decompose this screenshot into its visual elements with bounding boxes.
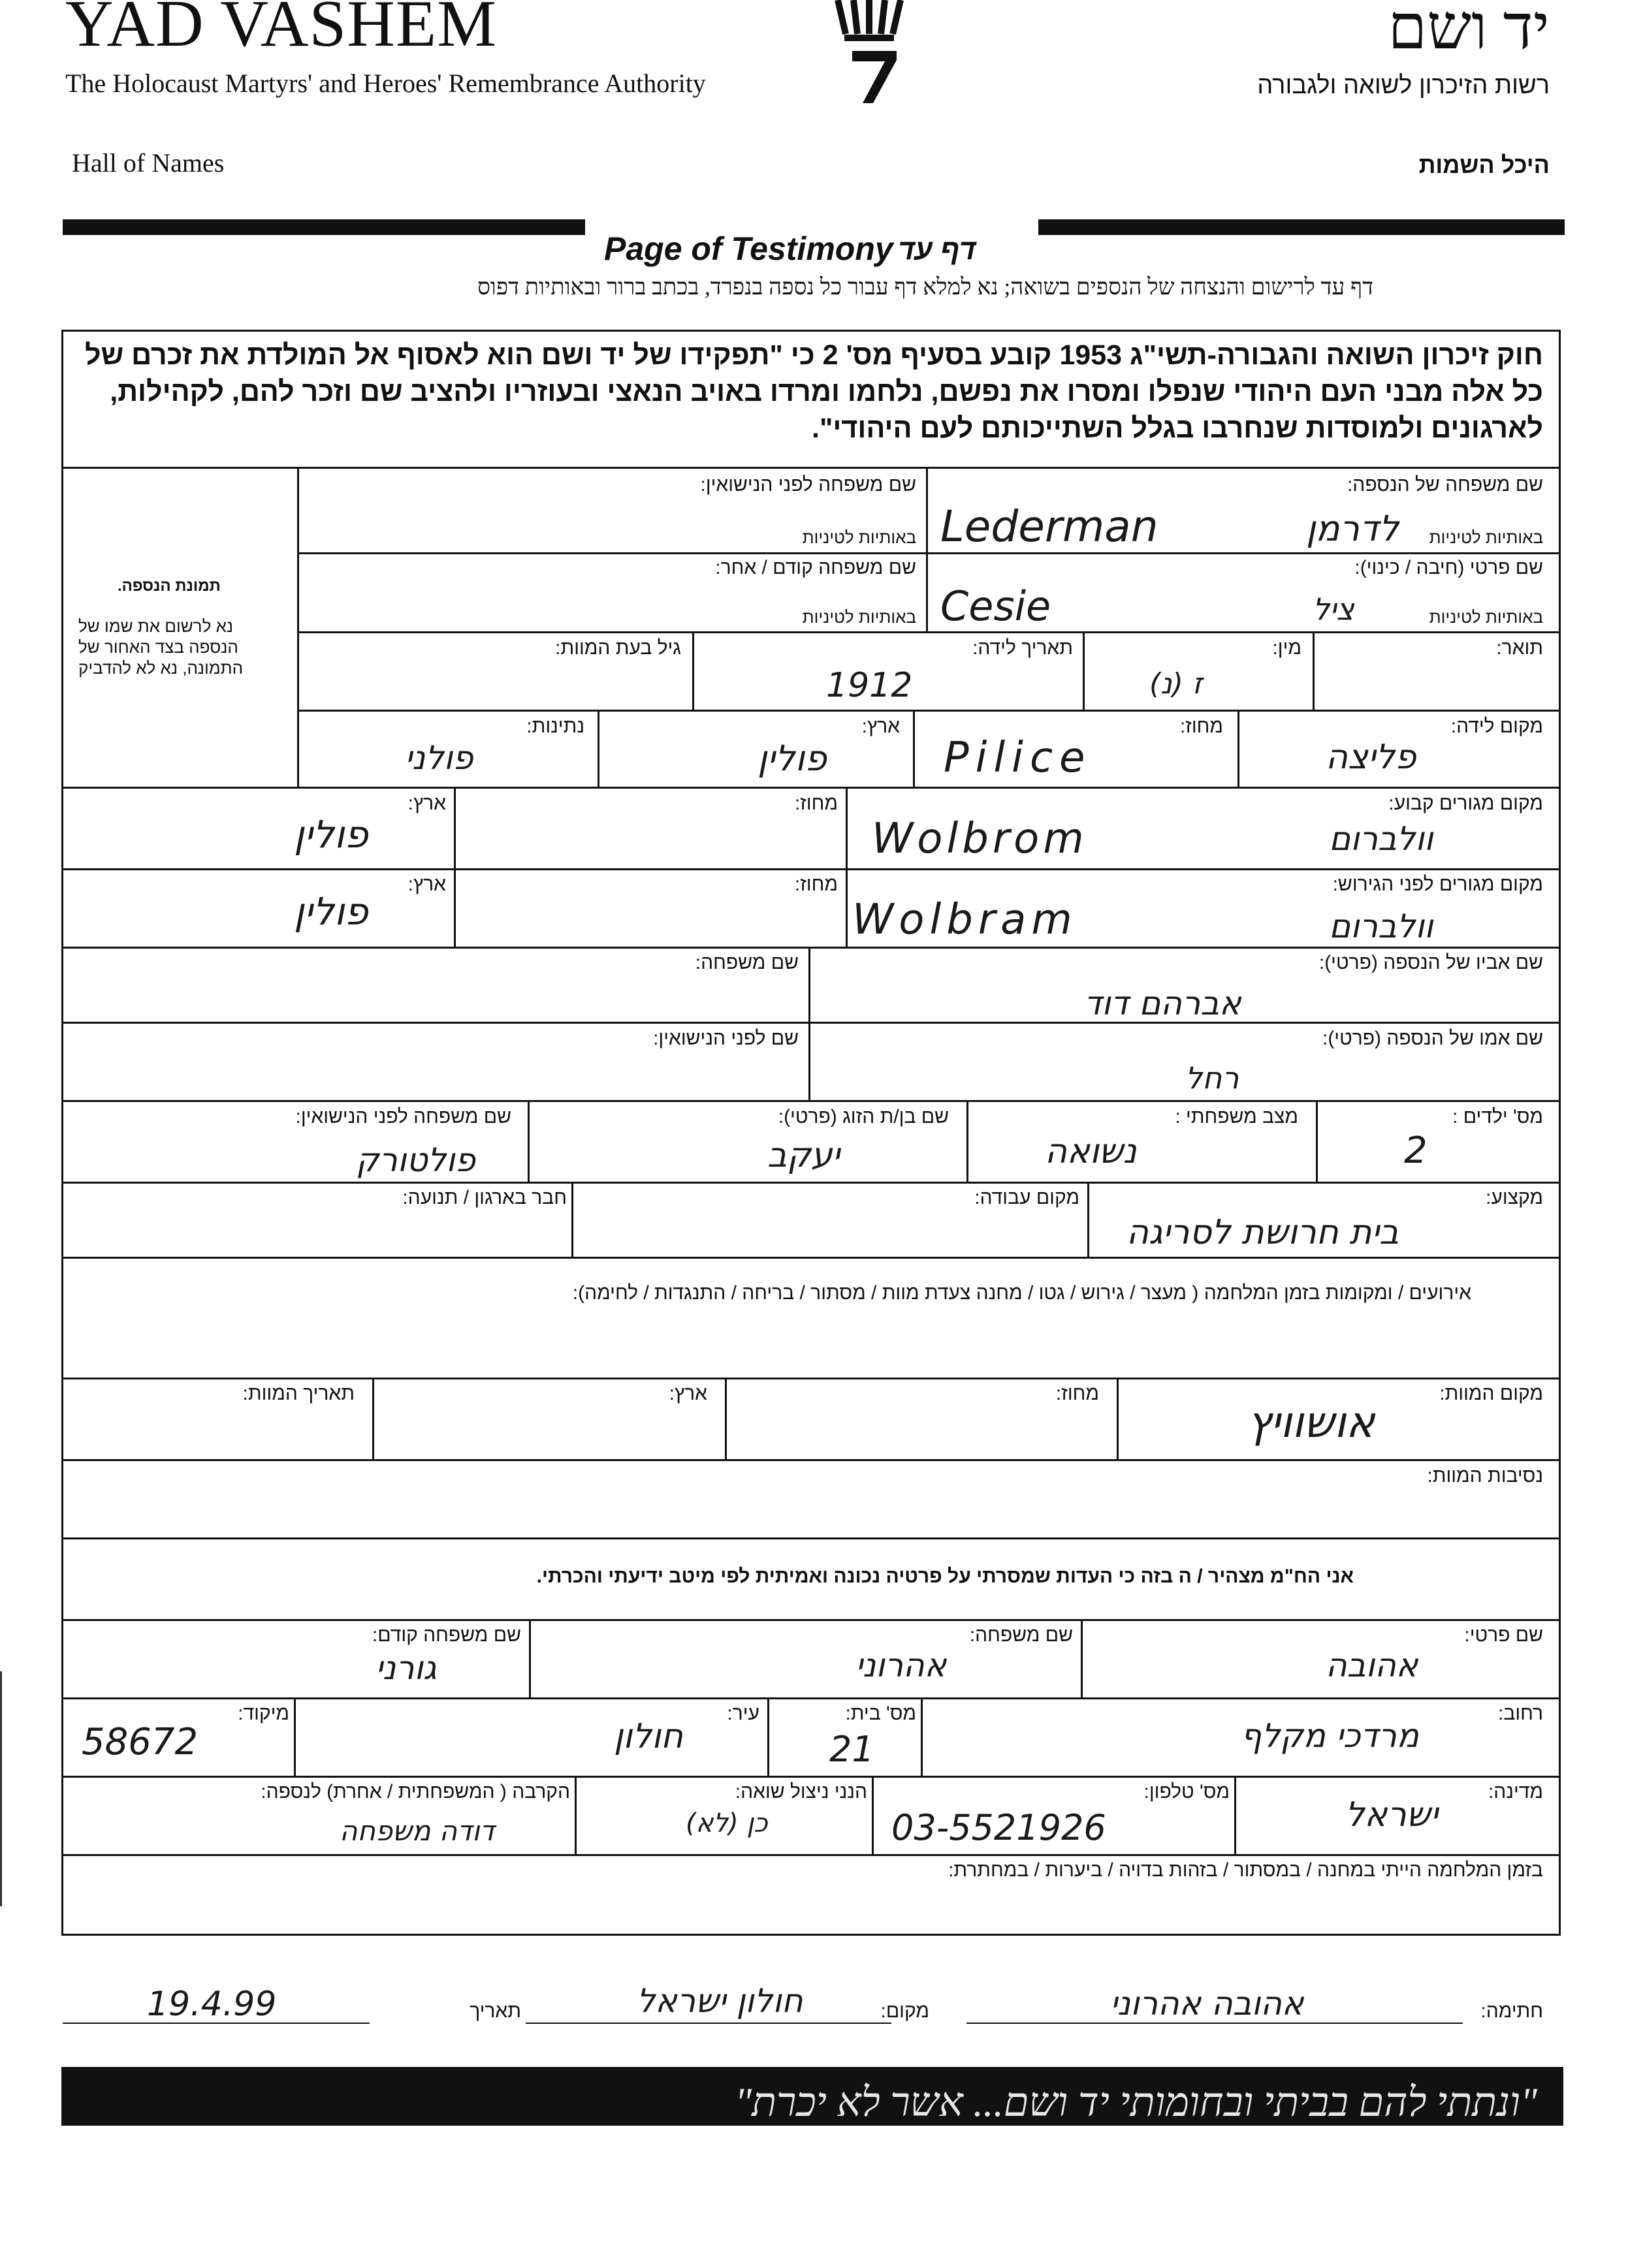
grid-line — [575, 1776, 577, 1854]
value-relation: דודה משפחה — [340, 1815, 495, 1847]
value-marital: נשואה — [1045, 1132, 1137, 1171]
label-war-status: בזמן המלחמה הייתי במחנה / במסתור / בזהות בדויה / ביערות / במחתרת: — [948, 1859, 1543, 1881]
grid-line — [1313, 631, 1315, 710]
label-age-at-death: גיל בעת המוות: — [555, 637, 681, 659]
label-birth-place: מקום לידה: — [1450, 716, 1543, 737]
grid-line — [1087, 1182, 1089, 1257]
form-subtitle: דף עד לרישום והנצחה של הנספים בשואה; נא למלא דף עבור כל נספה בנפרד, בכתב ברור ובאותיות דפוס — [477, 274, 1373, 300]
grid-line — [528, 1100, 530, 1182]
label-prev-surname-latin: באותיות לטיניות — [802, 607, 916, 627]
grid-line — [529, 1619, 531, 1697]
label-death-circumstances: נסיבות המוות: — [1427, 1465, 1543, 1487]
label-maiden-latin: באותיות לטיניות — [802, 528, 916, 547]
grid-line — [598, 710, 599, 787]
grid-line — [454, 787, 456, 947]
label-father-family: שם משפחה: — [695, 952, 799, 973]
value-birth-place-latin: Pilice — [944, 734, 1092, 782]
grid-line — [61, 1257, 1561, 1259]
value-residence-latin: Wolbrom — [872, 815, 1088, 863]
grid-line — [61, 787, 1561, 789]
grid-line — [61, 1537, 1561, 1539]
grid-line — [297, 467, 299, 787]
grid-line — [61, 1619, 1561, 1621]
hall-of-names-en: Hall of Names — [72, 148, 225, 178]
label-title: תואר: — [1496, 637, 1543, 659]
label-maiden: שם משפחה לפני הנישואין: — [700, 474, 916, 496]
yad-vashem-logo — [826, 0, 918, 111]
grid-line — [61, 1378, 1561, 1379]
label-place: מקום: — [880, 2000, 929, 2022]
value-survivor: כן (לא) — [686, 1808, 768, 1838]
label-birth-date: תאריך לידה: — [972, 637, 1073, 659]
grid-line — [1234, 1776, 1236, 1854]
org-name-en: YAD VASHEM — [65, 0, 497, 61]
law-text-line-3: לארגונים ולמוסדות שנחרבו בגלל השתייכותם לעם היהודי". — [812, 413, 1543, 444]
grid-line — [966, 1100, 968, 1182]
menorah-hand-logo-icon — [826, 0, 918, 111]
value-state: ישראל — [1345, 1795, 1439, 1835]
law-text-line-2: כל אלה מבני העם היהודי שנפלו ומסרו את נפשם, נלחמו ומרדו באויב הנאצי ובעוזריו ולהציב שם וזכר להם, לקהילות, — [110, 376, 1543, 407]
label-spouse-name: שם בן/ת הזוג (פרטי): — [778, 1106, 949, 1127]
law-text-line-1: חוק זיכרון השואה והגבורה-תשי"ג 1953 קובע בסעיף מס' 2 כי "תפקידו של יד ושם הוא לאסוף אל המולדת את זכרם של — [84, 339, 1543, 371]
grid-line — [294, 1697, 296, 1776]
grid-line — [571, 1182, 573, 1257]
grid-line — [1237, 710, 1239, 787]
label-prev-surname: שם משפחה קודם / אחר: — [715, 557, 916, 578]
grid-line — [61, 1022, 1561, 1024]
grid-line — [808, 947, 810, 1100]
value-witness-first: אהובה — [1326, 1646, 1418, 1684]
title-bar-right — [1038, 219, 1565, 235]
label-mother-name: שם אמו של הנספה (פרטי): — [1322, 1028, 1543, 1049]
value-father: אברהם דוד — [1084, 984, 1241, 1022]
label-death-country: ארץ: — [669, 1383, 707, 1404]
title-bar-left — [63, 219, 585, 235]
value-mother: רחל — [1185, 1060, 1239, 1095]
label-date: תאריך — [470, 2000, 521, 2022]
label-permanent-residence: מקום מגורים קבוע: — [1388, 793, 1543, 814]
value-witness-family: אהרוני — [855, 1646, 947, 1684]
grid-line — [372, 1378, 374, 1459]
photo-title: תמונת הנספה. — [118, 577, 221, 595]
grid-line — [297, 631, 1561, 633]
grid-line — [926, 467, 928, 631]
label-gender: מין: — [1272, 637, 1301, 659]
grid-line — [872, 1776, 874, 1854]
label-residence-country: ארץ: — [407, 793, 446, 814]
value-children: 2 — [1404, 1129, 1428, 1172]
label-father-name: שם אביו של הנספה (פרטי): — [1318, 952, 1543, 973]
value-pre-deport-he: וולברום — [1329, 907, 1433, 945]
grid-line — [61, 1459, 1561, 1461]
label-surname-latin: באותיות לטיניות — [1429, 528, 1543, 547]
label-birth-district: מחוז: — [1179, 716, 1223, 737]
value-surname-he: לדרמן — [1306, 508, 1399, 549]
grid-line — [1316, 1100, 1318, 1182]
value-profession: בית חרושת לסריגה — [1126, 1213, 1399, 1252]
label-pre-deportation-country: ארץ: — [407, 874, 446, 895]
grid-line — [1083, 631, 1085, 710]
label-surname: שם משפחה של הנספה: — [1347, 474, 1543, 496]
label-survivor: הנני ניצול שואה: — [735, 1781, 867, 1803]
value-pre-deport-country: פולין — [294, 889, 368, 934]
photo-note-2: הנספה בצד האחור של — [78, 637, 238, 657]
grid-line — [297, 710, 1561, 712]
value-birth-country: פולין — [758, 738, 827, 779]
value-residence-country: פולין — [294, 812, 368, 857]
value-house-no: 21 — [829, 1729, 874, 1770]
value-city: חולון — [614, 1717, 684, 1756]
label-relation: הקרבה ( המשפחתית / אחרת) לנספה: — [261, 1781, 570, 1803]
label-state: מדינה: — [1488, 1781, 1543, 1803]
value-spouse-maiden: פולטורק — [356, 1141, 476, 1179]
footer-quote: "ונתתי להם בביתי ובחומותי יד ושם... אשר לא יכרת" — [735, 2081, 1537, 2125]
label-profession: מקצוע: — [1486, 1187, 1543, 1208]
grid-line — [61, 1182, 1561, 1184]
authority-name-en: The Holocaust Martyrs' and Heroes' Remembrance Authority — [65, 69, 706, 98]
label-residence-district: מחוז: — [794, 793, 838, 814]
signature-line — [966, 2023, 1463, 2024]
value-residence-he: וולברום — [1329, 820, 1433, 858]
org-name-he: יד ושם — [1388, 0, 1550, 62]
label-death-place: מקום המוות: — [1439, 1383, 1543, 1404]
value-gender: ז (נ) — [1149, 667, 1203, 701]
photo-note-3: התמונה, נא לא להדביק — [78, 658, 244, 678]
value-death-place: אושוויץ — [1247, 1397, 1375, 1447]
label-marital-status: מצב משפחתי : — [1175, 1106, 1298, 1127]
place-line — [526, 2023, 891, 2024]
label-mother-maiden: שם לפני הנישואין: — [653, 1028, 799, 1049]
value-first-latin: Cesie — [940, 582, 1051, 630]
label-street: רחוב: — [1498, 1703, 1543, 1724]
authority-name-he: רשות הזיכרון לשואה ולגבורה — [1257, 72, 1550, 99]
form-title-en: Page of Testimony — [604, 230, 893, 267]
label-death-district: מחוז: — [1055, 1383, 1099, 1404]
grid-line — [1081, 1619, 1083, 1697]
value-spouse: יעקב — [767, 1136, 840, 1175]
label-city: עיר: — [727, 1703, 759, 1724]
value-signature: אהובה אהרוני — [1110, 1985, 1304, 2023]
grid-line — [913, 710, 915, 787]
label-spouse-maiden: שם משפחה לפני הנישואין: — [295, 1106, 511, 1127]
label-workplace: מקום עבודה: — [974, 1187, 1079, 1208]
grid-line — [61, 1100, 1561, 1102]
grid-line — [767, 1697, 769, 1776]
label-pre-deportation: מקום מגורים לפני הגירוש: — [1332, 874, 1543, 895]
label-signature: חתימה: — [1480, 2000, 1543, 2022]
grid-line — [297, 552, 1561, 554]
grid-line — [846, 787, 848, 947]
footer-bar — [61, 2067, 1563, 2126]
grid-line — [61, 1854, 1561, 1856]
value-pre-deport-latin: Wolbram — [852, 896, 1077, 944]
label-pre-deportation-district: מחוז: — [794, 874, 838, 895]
grid-line — [61, 947, 1561, 949]
label-first-name: שם פרטי (חיבה / כינוי): — [1354, 557, 1543, 578]
photo-note-1: נא לרשום את שמו של — [78, 616, 234, 636]
grid-line — [692, 631, 694, 710]
value-surname-latin: Lederman — [940, 501, 1158, 552]
label-zip: מיקוד: — [238, 1703, 289, 1724]
value-zip: 58672 — [82, 1721, 199, 1763]
grid-line — [921, 1697, 923, 1776]
label-phone: מס' טלפון: — [1143, 1781, 1230, 1803]
hall-of-names-he: היכל השמות — [1418, 151, 1550, 178]
grid-line — [61, 1697, 1561, 1699]
value-phone: 03-5521926 — [891, 1807, 1106, 1848]
value-birth-place-he: פליצה — [1326, 738, 1416, 777]
value-date: 19.4.99 — [147, 1985, 277, 2024]
label-nationality: נתינות: — [526, 716, 584, 737]
form-title-he: דף עד — [898, 234, 976, 266]
label-house-no: מס' בית: — [845, 1703, 916, 1724]
value-first-he: ציל — [1313, 591, 1354, 627]
value-street: מרדכי מקלף — [1241, 1717, 1419, 1755]
grid-line — [725, 1378, 727, 1459]
value-nationality: פולני — [405, 739, 473, 777]
label-first-name-latin: באותיות לטיניות — [1429, 607, 1543, 627]
label-witness-family: שם משפחה: — [969, 1624, 1073, 1646]
grid-line — [61, 467, 1561, 469]
label-witness-prev: שם משפחה קודם: — [372, 1624, 521, 1646]
grid-line — [1117, 1378, 1119, 1459]
label-children-count: מס' ילדים : — [1452, 1106, 1543, 1127]
archive-stamp-margin — [0, 1671, 41, 1906]
grid-line — [61, 1776, 1561, 1778]
value-birth-year: 1912 — [826, 666, 913, 705]
label-wartime-events: אירועים / ומקומות בזמן המלחמה ( מעצר / גירוש / גטו / מחנה צעדת מוות / מסתור / בריחה / התנגדות / לחימה): — [572, 1282, 1471, 1304]
declaration-text: אני הח"מ מצהיר / ה בזה כי העדות שמסרתי על פרטיה נכונה ואמיתית לפי מיטב ידיעתי והכרתי. — [536, 1566, 1354, 1587]
value-place: חולון ישראל — [637, 1982, 803, 2020]
label-death-date: תאריך המוות: — [242, 1383, 355, 1404]
value-witness-prev: גורני — [375, 1649, 437, 1687]
grid-line — [61, 868, 1561, 870]
label-organization: חבר בארגון / תנועה: — [402, 1187, 567, 1208]
label-birth-country: ארץ: — [861, 716, 900, 737]
label-witness-first: שם פרטי: — [1464, 1624, 1543, 1646]
